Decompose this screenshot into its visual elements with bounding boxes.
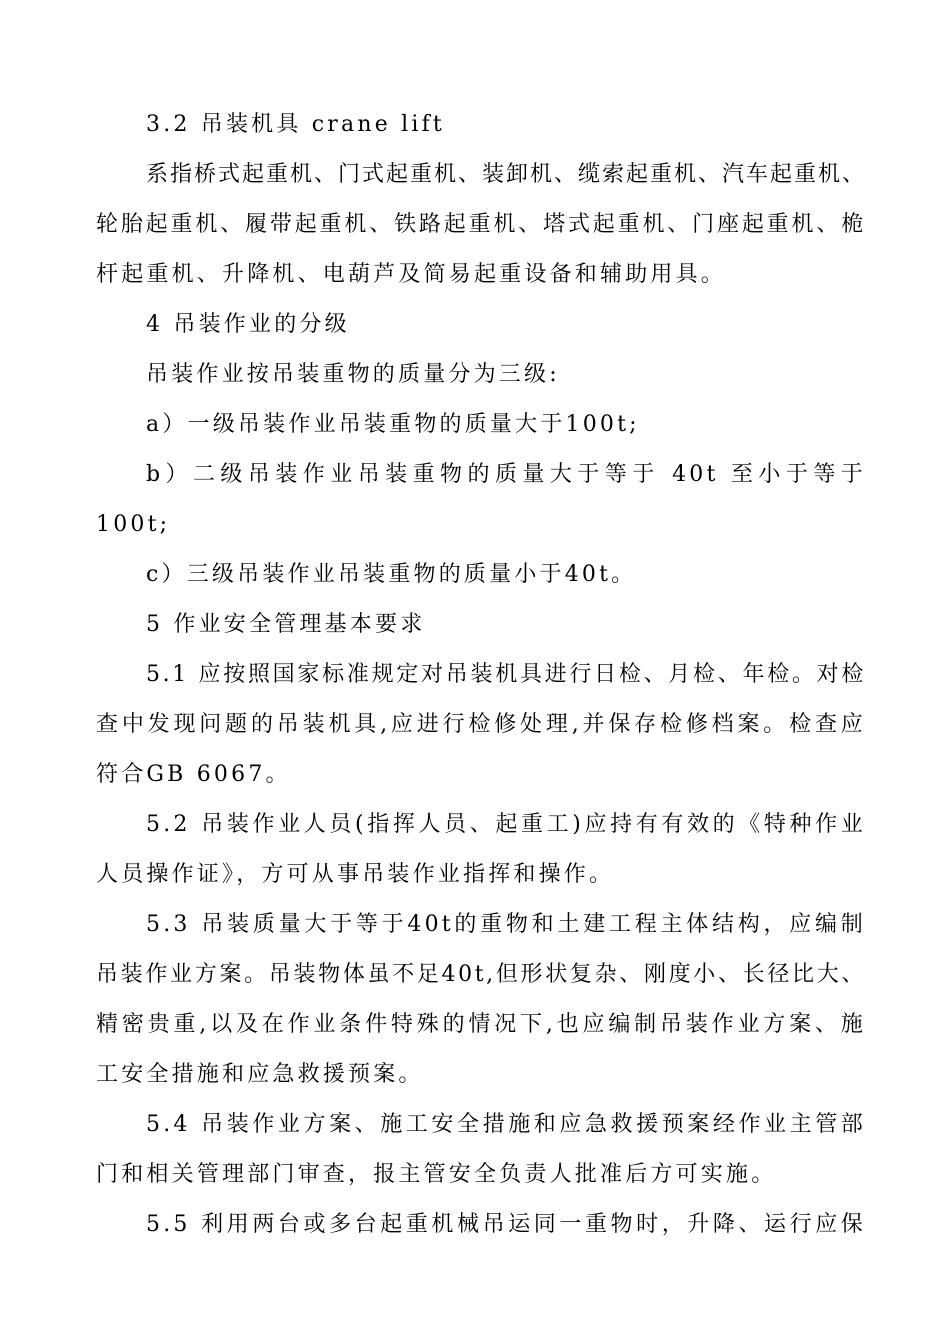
paragraph-line: 系指桥式起重机、门式起重机、装卸机、缆索起重机、汽车起重机、 — [146, 162, 867, 187]
clause-5-1: 5.1 应按照国家标准规定对吊装机具进行日检、月检、年检。对检 — [146, 662, 866, 687]
paragraph-line: 吊装作业方案。吊装物体虽不足40t,但形状复杂、刚度小、长径比大、 — [96, 962, 866, 987]
paragraph-line: 查中发现问题的吊装机具,应进行检修处理,并保存检修档案。检查应 — [96, 712, 866, 737]
paragraph-line: 杆起重机、升降机、电葫芦及简易起重设备和辅助用具。 — [96, 262, 727, 287]
paragraph-line: 符合GB 6067。 — [96, 762, 291, 787]
paragraph-line: 轮胎起重机、履带起重机、铁路起重机、塔式起重机、门座起重机、桅 — [96, 212, 866, 237]
paragraph-line: 精密贵重,以及在作业条件特殊的情况下,也应编制吊装作业方案、施 — [96, 1012, 866, 1037]
paragraph-line: 工安全措施和应急救援预案。 — [96, 1062, 424, 1087]
paragraph-line: 人员操作证》，方可从事吊装作业指挥和操作。 — [96, 862, 615, 887]
clause-5-4: 5.4 吊装作业方案、施工安全措施和应急救援预案经作业主管部 — [146, 1112, 866, 1137]
list-item-c: c）三级吊装作业吊装重物的质量小于40t。 — [146, 562, 637, 587]
list-item-a: a）一级吊装作业吊装重物的质量大于100t; — [146, 412, 640, 437]
paragraph-line: 门和相关管理部门审查，报主管安全负责人批准后方可实施。 — [96, 1162, 777, 1187]
clause-5-3: 5.3 吊装质量大于等于40t的重物和土建工程主体结构，应编制 — [146, 912, 866, 937]
list-item-b: b）二级吊装作业吊装重物的质量大于等于 40t 至小于等于 — [146, 462, 866, 487]
paragraph-line: 100t; — [96, 512, 171, 537]
clause-5-2: 5.2 吊装作业人员(指挥人员、起重工)应持有有效的《特种作业 — [146, 812, 866, 837]
section-heading-3-2: 3.2 吊装机具 crane lift — [146, 112, 445, 137]
clause-5-5: 5.5 利用两台或多台起重机械吊运同一重物时，升降、运行应保 — [146, 1212, 866, 1237]
section-heading-4: 4 吊装作业的分级 — [146, 312, 350, 337]
paragraph-line: 吊装作业按吊装重物的质量分为三级: — [146, 362, 560, 387]
section-heading-5: 5 作业安全管理基本要求 — [146, 612, 426, 637]
